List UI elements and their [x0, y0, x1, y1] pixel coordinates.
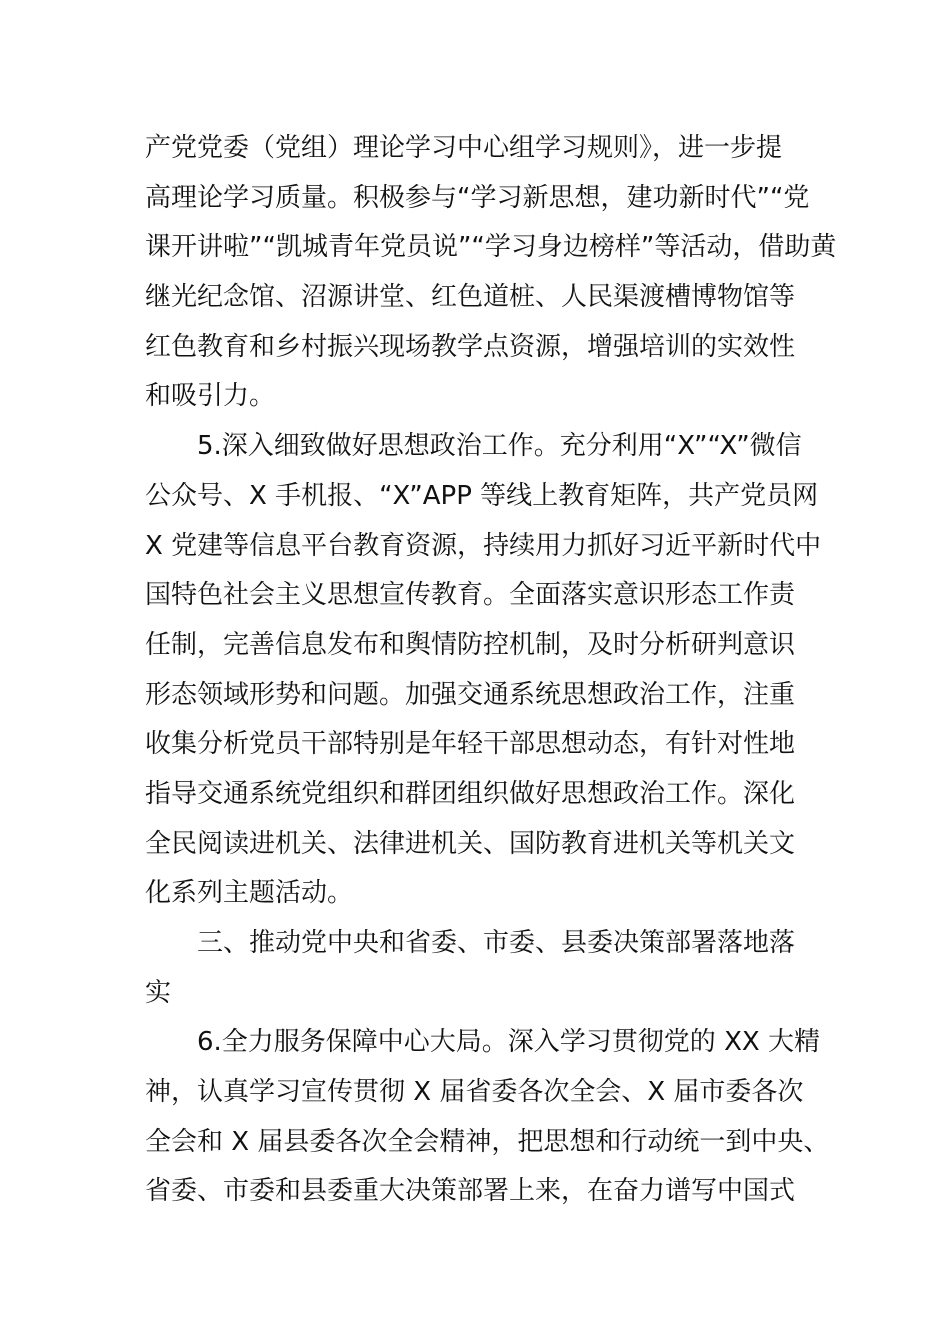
text-line: 全会和 X 届县委各次全会精神，把思想和行动统一到中央、 — [145, 1126, 830, 1157]
text-line: 产党党委（党组）理论学习中心组学习规则》，进一步提 — [145, 133, 783, 163]
text-line: 全民阅读进机关、法律进机关、国防教育进机关等机关文 — [145, 828, 796, 859]
text-line: 高理论学习质量。积极参与“学习新思想，建功新时代”“党 — [145, 182, 810, 213]
text-line: 神，认真学习宣传贯彻 X 届省委各次全会、X 届市委各次 — [145, 1077, 804, 1108]
text-line: 实 — [145, 977, 172, 1008]
text-line: 省委、市委和县委重大决策部署上来，在奋力谱写中国式 — [145, 1176, 796, 1207]
text-line: 指导交通系统党组织和群团组织做好思想政治工作。深化 — [145, 778, 796, 809]
text-line: 公众号、X 手机报、“X”APP 等线上教育矩阵，共产党员网 — [145, 480, 819, 511]
document-body — [145, 124, 837, 1217]
section-3-heading-line: 三、推动党中央和省委、市委、县委决策部署落地落 — [197, 928, 796, 958]
text-line: 任制，完善信息发布和舆情防控机制，及时分析研判意识 — [145, 629, 796, 660]
text-line: X 党建等信息平台教育资源，持续用力抓好习近平新时代中 — [145, 530, 822, 561]
text-line: 和吸引力。 — [145, 381, 276, 412]
text-line: 继光纪念馆、沼源讲堂、红色道桩、人民渠渡槽博物馆等 — [145, 282, 796, 313]
text-line: 收集分析党员干部特别是年轻干部思想动态，有针对性地 — [145, 729, 796, 760]
text-line: 课开讲啦”“凯城青年党员说”“学习身边榜样”等活动，借助黄 — [145, 232, 837, 263]
paragraph-5-heading-line: 5.深入细致做好思想政治工作。充分利用“X”“X”微信 — [197, 431, 802, 462]
text-line: 化系列主题活动。 — [145, 878, 354, 909]
text-line: 红色教育和乡村振兴现场教学点资源，增强培训的实效性 — [145, 331, 796, 362]
text-line: 国特色社会主义思想宣传教育。全面落实意识形态工作责 — [145, 580, 796, 611]
text-line: 形态领域形势和问题。加强交通系统思想政治工作，注重 — [145, 679, 796, 710]
paragraph-6-heading-line: 6.全力服务保障中心大局。深入学习贯彻党的 XX 大精 — [197, 1027, 820, 1058]
